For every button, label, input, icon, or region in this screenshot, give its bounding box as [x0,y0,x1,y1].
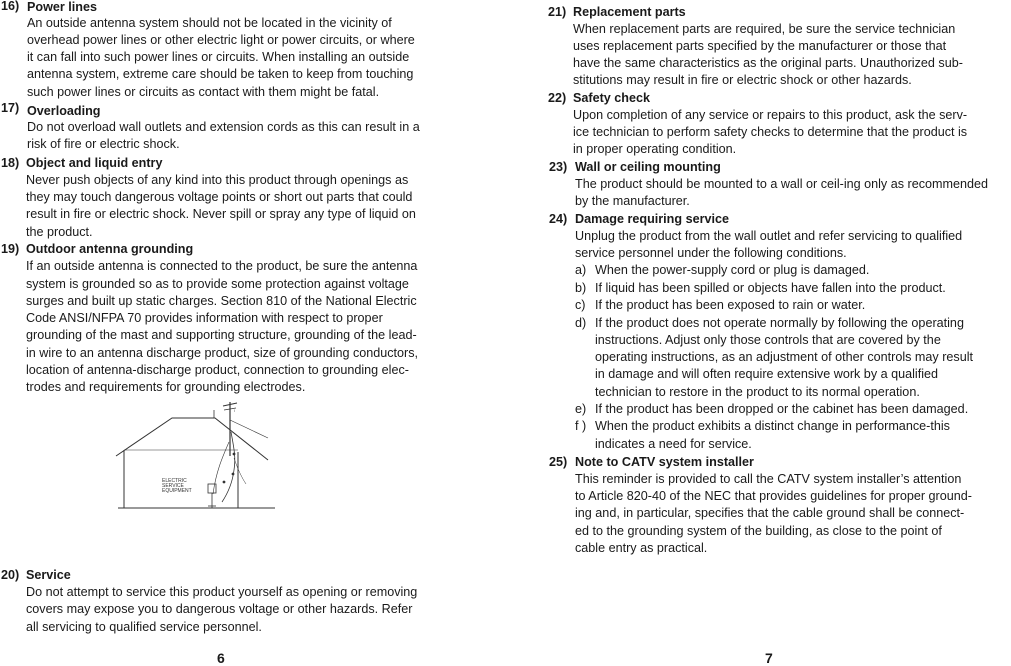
section-number: 24) [549,212,568,226]
section-title: Wall or ceiling mounting [575,160,721,174]
item-label: b) [575,281,587,295]
figure-label: SERVICE [162,483,184,489]
text-line: ing and, in particular, specifies that the cable ground shall be connect- [575,506,965,520]
section-number: 19) [1,242,20,256]
section-title: Damage requiring service [575,212,729,226]
text-line: result in fire or electric shock. Never spill or spray any type of liquid on [26,207,416,221]
section-title: Outdoor antenna grounding [26,242,194,256]
text-line: system is grounded so as to provide some protection against voltage [26,277,409,291]
item-label: a) [575,263,587,277]
section-title: Note to CATV system installer [575,455,754,469]
text-line: cable entry as practical. [575,541,708,555]
section-number: 23) [549,160,568,174]
item-text: indicates a need for service. [595,437,752,451]
svg-text:I: I [234,408,236,413]
text-line: Upon completion of any service or repairs to this product, ask the serv- [573,108,968,122]
section-title: Replacement parts [573,5,686,19]
item-text: instructions. Adjust only those controls that are covered by the [595,333,941,347]
text-line: This reminder is provided to call the CATV system installer’s attention [575,472,962,486]
text-line: location of antenna-discharge product, connection to grounding elec- [26,363,409,377]
item-text: technician to restore in the product to its normal operation. [595,385,920,399]
antenna-grounding-illustration [110,398,280,533]
section-title: Service [26,568,71,582]
text-line: in wire to an antenna discharge product, size of grounding conductors, [26,346,419,360]
item-text: If the product has been dropped or the cabinet has been damaged. [595,402,969,416]
text-line: covers may expose you to dangerous voltage or other hazards. Refer [26,602,413,616]
text-line: Never push objects of any kind into this product through openings as [26,173,409,187]
text-line: surges and built up static charges. Section 810 of the National Electric [26,294,417,308]
figure-label: ELECTRIC [162,478,187,484]
page-number: 6 [217,650,225,666]
page-number: 7 [765,650,773,666]
section-title: Power lines [27,0,97,14]
section-number: 18) [1,156,20,170]
section-number: 21) [548,5,567,19]
text-line: uses replacement parts specified by the manufacturer or those that [573,39,947,53]
section-title: Overloading [27,104,101,118]
item-text: When the power-supply cord or plug is damaged. [595,263,870,277]
text-line: The product should be mounted to a wall or ceil-ing only as recommended [575,177,989,191]
section-number: 20) [1,568,20,582]
text-line: An outside antenna system should not be located in the vicinity of [27,16,392,30]
text-line: to Article 820-40 of the NEC that provides guidelines for proper ground- [575,489,972,503]
text-line: Do not overload wall outlets and extension cords as this can result in a [27,120,420,134]
text-line: risk of fire or electric shock. [27,137,180,151]
item-text: in damage and will often require extensive work by a qualified [595,367,939,381]
text-line: trodes and requirements for grounding electrodes. [26,380,306,394]
text-line: stitutions may result in fire or electric shock or other hazards. [573,73,912,87]
item-label: f ) [575,419,587,433]
text-line: Unplug the product from the wall outlet and refer servicing to qualified [575,229,963,243]
text-line: ed to the grounding system of the building, as close to the point of [575,524,942,538]
item-text: If liquid has been spilled or objects have fallen into the product. [595,281,946,295]
section-title: Object and liquid entry [26,156,163,170]
text-line: such power lines or circuits as contact with them might be fatal. [27,85,380,99]
item-text: operating instructions, as an adjustment of other controls may result [595,350,974,364]
text-line: they may touch dangerous voltage points or short out parts that could [26,190,413,204]
text-line: service personnel under the following conditions. [575,246,847,260]
section-number: 22) [548,91,567,105]
text-line: Do not attempt to service this product yourself as opening or removing [26,585,418,599]
text-line: grounding of the mast and supporting structure, grounding of the lead- [26,328,417,342]
figure-label: EQUIPMENT [162,488,192,494]
section-number: 25) [549,455,568,469]
item-label: c) [575,298,586,312]
text-line: it can fall into such power lines or circuits. When installing an outside [27,50,410,64]
text-line: the product. [26,225,93,239]
text-line: by the manufacturer. [575,194,690,208]
item-text: When the product exhibits a distinct change in performance-this [595,419,950,433]
section-title: Safety check [573,91,651,105]
text-line: in proper operating condition. [573,142,737,156]
text-line: antenna system, extreme care should be taken to keep from touching [27,67,414,81]
item-label: d) [575,316,587,330]
item-label: e) [575,402,587,416]
section-number: 16) [1,0,20,13]
text-line: have the same characteristics as the original parts. Unauthorized sub- [573,56,963,70]
text-line: overhead power lines or other electric light or power circuits, or where [27,33,415,47]
text-line: all servicing to qualified service personnel. [26,620,262,634]
text-line: If an outside antenna is connected to the product, be sure the antenna [26,259,418,273]
section-number: 17) [1,101,20,115]
text-line: Code ANSI/NFPA 70 provides information with respect to proper [26,311,383,325]
text-line: ice technician to perform safety checks to determine that the product is [573,125,968,139]
text-line: When replacement parts are required, be sure the service technician [573,22,956,36]
item-text: If the product has been exposed to rain or water. [595,298,866,312]
item-text: If the product does not operate normally by following the operating [595,316,964,330]
